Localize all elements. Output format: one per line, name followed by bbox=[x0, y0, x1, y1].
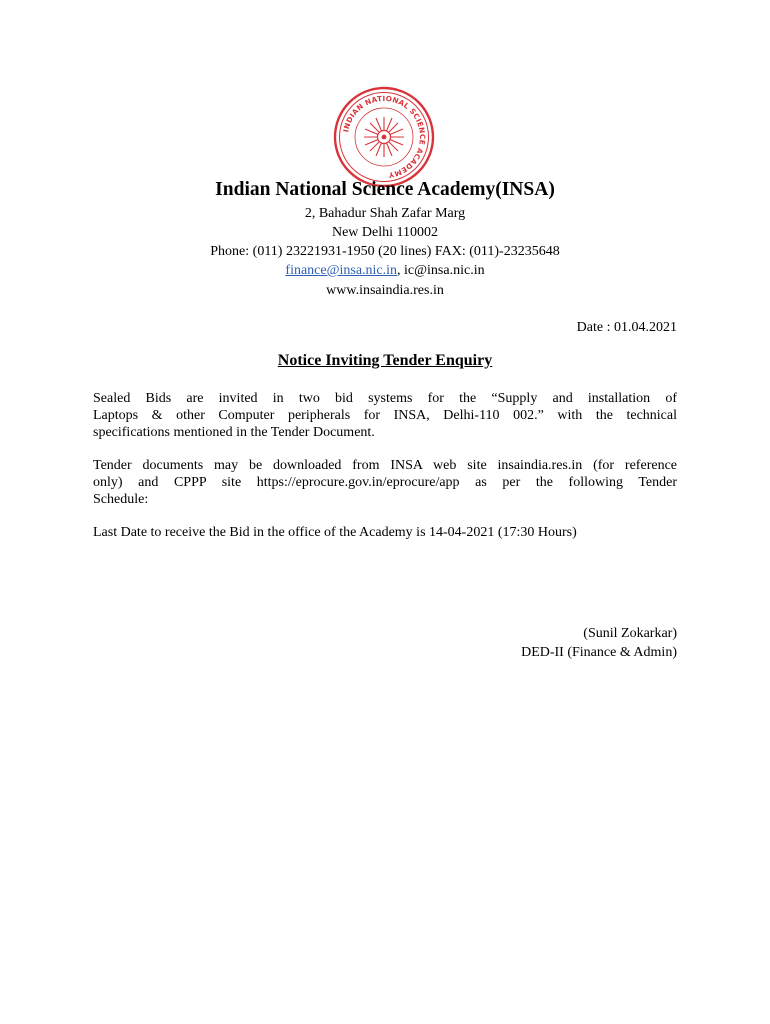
insa-logo-seal-icon bbox=[332, 85, 436, 189]
finance-email-link[interactable]: finance@insa.nic.in bbox=[285, 263, 398, 278]
email-line bbox=[0, 261, 770, 280]
address-line-1: 2, Bahadur Shah Zafar Marg bbox=[304, 206, 466, 221]
para1-line-2: Laptops & other Computer peripherals for INSA, Delhi-110 002.” with the technical bbox=[93, 408, 677, 423]
paragraph-sealed-bids bbox=[93, 390, 677, 441]
para2-line-1: Tender documents may be downloaded from INSA web site insaindia.res.in (for reference bbox=[93, 458, 677, 473]
para1-line-1: Sealed Bids are invited in two bid systems for the “Supply and installation of bbox=[93, 391, 677, 406]
paragraph-tender-documents bbox=[93, 457, 677, 508]
signatory-name: (Sunil Zokarkar) bbox=[583, 626, 677, 641]
address-line-2: New Delhi 110002 bbox=[331, 225, 439, 240]
ic-email-text: , ic@insa.nic.in bbox=[397, 263, 485, 278]
phone-fax-line: Phone: (011) 23221931-1950 (20 lines) FAX: (011)-23235648 bbox=[210, 244, 560, 259]
signatory-designation: DED-II (Finance & Admin) bbox=[521, 645, 677, 660]
svg-text:INDIAN NATIONAL SCIENCE ACADEM: INDIAN NATIONAL SCIENCE ACADEMY bbox=[341, 93, 428, 180]
para2-line-3: Schedule: bbox=[93, 492, 149, 507]
website-line: www.insaindia.res.in bbox=[326, 283, 444, 298]
para2-line-2: only) and CPPP site https://eprocure.gov.in/eprocure/app as per the following Tender bbox=[93, 475, 677, 490]
notice-heading: Notice Inviting Tender Enquiry bbox=[277, 352, 493, 369]
notice-date: Date : 01.04.2021 bbox=[576, 320, 677, 335]
para1-line-3: specifications mentioned in the Tender Document. bbox=[93, 425, 375, 440]
paragraph-last-date: Last Date to receive the Bid in the office of the Academy is 14-04-2021 (17:30 Hours) bbox=[93, 525, 577, 540]
organization-title: Indian National Science Academy(INSA) bbox=[215, 179, 555, 200]
